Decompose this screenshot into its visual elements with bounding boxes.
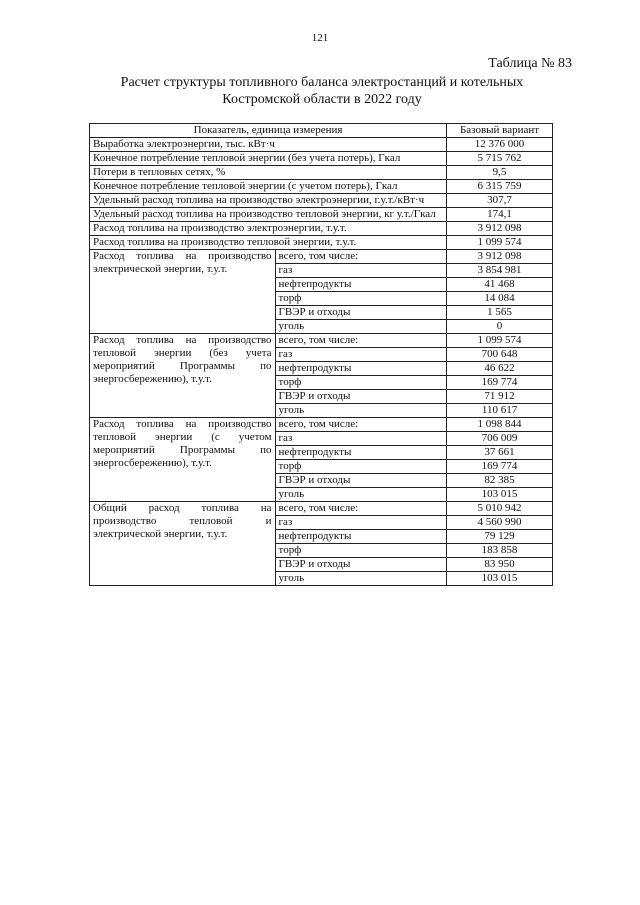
fuel-type-label: всего, том числе: [275, 418, 447, 432]
fuel-type-value: 71 912 [447, 390, 553, 404]
fuel-type-label: газ [275, 264, 447, 278]
fuel-type-value: 103 015 [447, 572, 553, 586]
fuel-type-value: 37 661 [447, 446, 553, 460]
fuel-type-label: нефтепродукты [275, 446, 447, 460]
row-label: Конечное потребление тепловой энергии (с учетом потерь), Гкал [90, 180, 447, 194]
fuel-type-label: уголь [275, 488, 447, 502]
fuel-type-label: всего, том числе: [275, 250, 447, 264]
group-label: Расход топлива на производство тепловой энергии (без учета мероприятий Программы по энергосбережению), т.у.т. [90, 334, 276, 418]
fuel-type-label: нефтепродукты [275, 530, 447, 544]
table-title [70, 74, 574, 108]
fuel-type-value: 706 009 [447, 432, 553, 446]
fuel-type-value: 3 912 098 [447, 250, 553, 264]
fuel-type-value: 1 099 574 [447, 334, 553, 348]
row-label: Потери в тепловых сетях, % [90, 166, 447, 180]
table-row [90, 152, 553, 166]
table-row [90, 180, 553, 194]
fuel-type-value: 46 622 [447, 362, 553, 376]
fuel-type-label: торф [275, 460, 447, 474]
fuel-type-label: уголь [275, 572, 447, 586]
row-value: 174,1 [447, 208, 553, 222]
fuel-type-label: нефтепродукты [275, 362, 447, 376]
table-row [90, 418, 553, 432]
fuel-type-value: 83 950 [447, 558, 553, 572]
fuel-type-value: 110 617 [447, 404, 553, 418]
fuel-type-value: 0 [447, 320, 553, 334]
table-row [90, 250, 553, 264]
table-row [90, 236, 553, 250]
header-indicator: Показатель, единица измерения [90, 124, 447, 138]
fuel-type-label: всего, том числе: [275, 502, 447, 516]
fuel-type-label: уголь [275, 404, 447, 418]
fuel-type-label: газ [275, 432, 447, 446]
row-label: Удельный расход топлива на производство тепловой энергии, кг у.т./Гкал [90, 208, 447, 222]
fuel-type-value: 169 774 [447, 376, 553, 390]
fuel-type-label: газ [275, 348, 447, 362]
fuel-type-label: газ [275, 516, 447, 530]
fuel-type-label: ГВЭР и отходы [275, 474, 447, 488]
row-label: Удельный расход топлива на производство электроэнергии, г.у.т./кВт·ч [90, 194, 447, 208]
table-label: Таблица № 83 [488, 56, 572, 71]
row-value: 3 912 098 [447, 222, 553, 236]
row-value: 5 715 762 [447, 152, 553, 166]
fuel-type-value: 183 858 [447, 544, 553, 558]
table-row [90, 208, 553, 222]
fuel-type-value: 5 010 942 [447, 502, 553, 516]
fuel-type-value: 3 854 981 [447, 264, 553, 278]
fuel-balance-table [89, 123, 553, 586]
row-value: 307,7 [447, 194, 553, 208]
fuel-type-value: 41 468 [447, 278, 553, 292]
row-label: Конечное потребление тепловой энергии (без учета потерь), Гкал [90, 152, 447, 166]
page-number: 121 [311, 32, 329, 44]
title-line-2: Костромской области в 2022 году [222, 92, 422, 107]
header-row [90, 124, 553, 138]
fuel-type-value: 700 648 [447, 348, 553, 362]
fuel-type-label: торф [275, 292, 447, 306]
fuel-type-value: 1 098 844 [447, 418, 553, 432]
group-label: Расход топлива на производство тепловой энергии (с учетом мероприятий Программы по энергосбережению), т.у.т. [90, 418, 276, 502]
group-label: Расход топлива на производство электрической энергии, т.у.т. [90, 250, 276, 334]
fuel-type-value: 79 129 [447, 530, 553, 544]
fuel-type-label: торф [275, 544, 447, 558]
title-line-1: Расчет структуры топливного баланса электростанций и котельных [120, 75, 524, 90]
fuel-type-label: всего, том числе: [275, 334, 447, 348]
fuel-type-value: 1 565 [447, 306, 553, 320]
fuel-type-label: ГВЭР и отходы [275, 306, 447, 320]
table-row [90, 194, 553, 208]
row-value: 1 099 574 [447, 236, 553, 250]
row-value: 12 376 000 [447, 138, 553, 152]
fuel-type-label: ГВЭР и отходы [275, 390, 447, 404]
fuel-type-label: уголь [275, 320, 447, 334]
fuel-type-value: 4 560 990 [447, 516, 553, 530]
fuel-type-label: нефтепродукты [275, 278, 447, 292]
row-label: Расход топлива на производство электроэнергии, т.у.т. [90, 222, 447, 236]
fuel-type-value: 103 015 [447, 488, 553, 502]
group-label: Общий расход топлива на производство тепловой и электрической энергии, т.у.т. [90, 502, 276, 586]
row-value: 9,5 [447, 166, 553, 180]
table-row [90, 502, 553, 516]
row-value: 6 315 759 [447, 180, 553, 194]
fuel-type-value: 82 385 [447, 474, 553, 488]
fuel-type-label: ГВЭР и отходы [275, 558, 447, 572]
table-row [90, 166, 553, 180]
fuel-type-value: 14 084 [447, 292, 553, 306]
header-base: Базовый вариант [447, 124, 553, 138]
table-row [90, 334, 553, 348]
fuel-type-label: торф [275, 376, 447, 390]
table-row [90, 222, 553, 236]
fuel-type-value: 169 774 [447, 460, 553, 474]
row-label: Расход топлива на производство тепловой энергии, т.у.т. [90, 236, 447, 250]
row-label: Выработка электроэнергии, тыс. кВт·ч [90, 138, 447, 152]
table-row [90, 138, 553, 152]
